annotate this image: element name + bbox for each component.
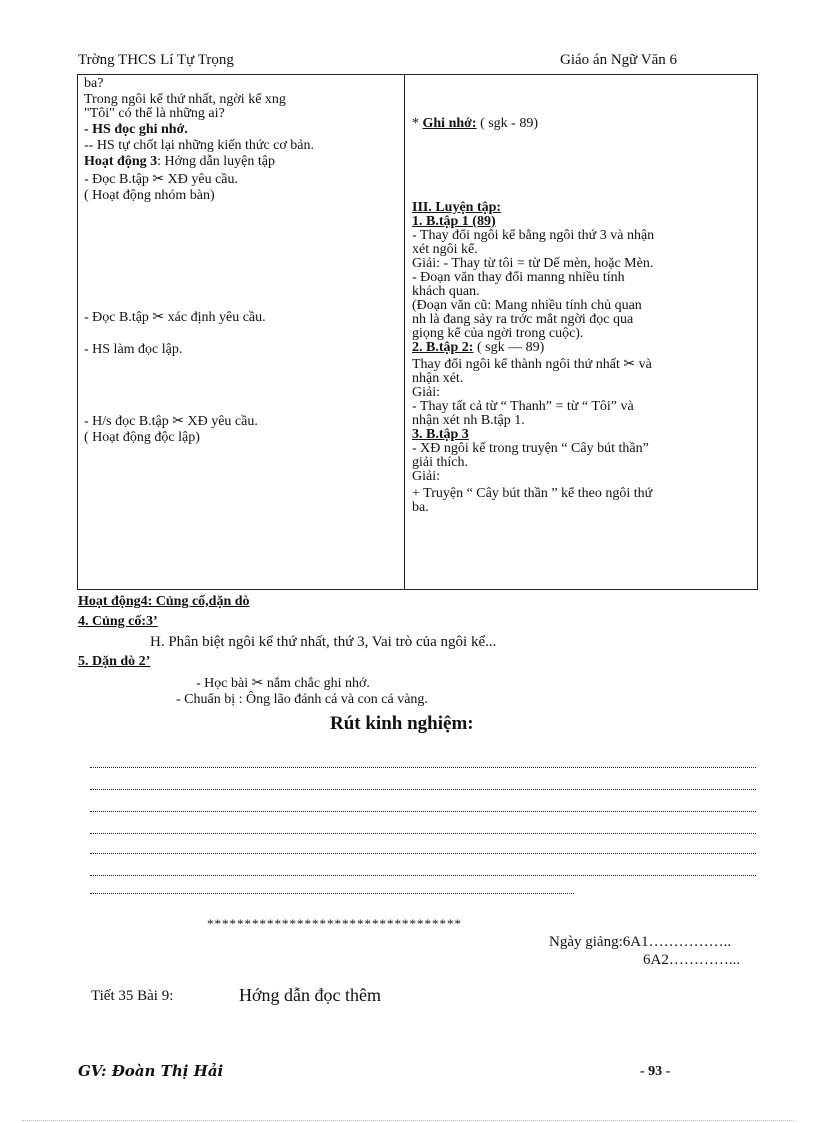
note-line-3	[90, 806, 756, 812]
teaching-date-6a2: 6A2…………...	[643, 952, 741, 968]
ghi-nho-label: Ghi nhớ:	[422, 116, 477, 131]
left-line-7: - Đọc B.tập ✂ XĐ yêu cầu.	[84, 172, 239, 187]
left-line-10: - HS làm đọc lập.	[84, 342, 183, 357]
left-line-12: ( Hoạt động độc lập)	[84, 430, 200, 445]
exercise-1-line-4: - Đoạn văn thay đổi manng nhiều tính	[412, 270, 625, 285]
exercise-2-line-2: nhận xét.	[412, 371, 464, 386]
lesson-table	[77, 74, 758, 590]
note-line-6	[90, 870, 756, 876]
left-line-5: -- HS tự chốt lại những kiến thức cơ bản.	[84, 138, 315, 153]
ghi-nho-line	[412, 117, 756, 131]
homework-line-2: - Chuẩn bị : Ông lão đánh cá và con cá vàng.	[176, 692, 428, 707]
exercise-2-line-5: nhận xét nh B.tập 1.	[412, 413, 525, 428]
separator-stars: **********************************	[207, 916, 462, 931]
practice-section	[412, 201, 756, 515]
activity-4-heading: Hoạt động4: Củng cố,dặn dò	[78, 594, 250, 609]
left-line-8: ( Hoạt động nhóm bàn)	[84, 188, 215, 203]
note-line-4	[90, 828, 756, 834]
exercise-3-line-1: - XĐ ngôi kể trong truyện “ Cây bút thần”	[412, 441, 649, 456]
exercise-1-line-1: - Thay đổi ngôi kể bằng ngôi thứ 3 và nhận	[412, 228, 655, 243]
exercise-2-line-1: Thay đổi ngôi kể thành ngôi thứ nhất ✂ và	[412, 357, 652, 372]
note-line-2	[90, 784, 756, 790]
exercise-1-line-3: Giải: - Thay từ tôi = từ Dế mèn, hoặc Mèn.	[412, 256, 654, 271]
activity-3-text: : Hớng dẫn luyện tập	[157, 154, 275, 169]
left-line-1: ba?	[84, 76, 104, 91]
exercise-2-heading	[412, 341, 756, 355]
activity-3-heading	[84, 155, 275, 169]
note-line-5	[90, 848, 756, 854]
exercise-1-label: 1. B.tập 1 (89)	[412, 214, 496, 229]
exercise-1-line-7: nh là đang sảy ra trớc mắt ngời đọc qua	[412, 312, 634, 327]
note-line-1	[90, 762, 756, 768]
page-number: - 93 -	[640, 1064, 671, 1079]
exercise-3-line-3: Giải:	[412, 469, 440, 484]
homework-heading: 5. Dặn dò 2’	[78, 654, 151, 669]
activity-3-label: Hoạt động 3	[84, 154, 158, 169]
left-line-3: "Tôi" có thể là những ai?	[84, 106, 225, 121]
exercise-1-line-2: xét ngôi kể.	[412, 242, 478, 257]
left-line-4: - HS đọc ghi nhớ.	[84, 122, 188, 137]
exercise-2-line-4: - Thay tất cả từ “ Thanh” = từ “ Tôi” và	[412, 399, 634, 414]
exercise-2-line-3: Giải:	[412, 385, 440, 400]
exercise-1-line-5: khách quan.	[412, 284, 480, 299]
teaching-date-6a1: Ngày giảng:6A1……………..	[549, 934, 732, 950]
exercise-3-line-2: giải thích.	[412, 455, 468, 470]
consolidation-heading: 4. Củng cố:3’	[78, 614, 158, 629]
lesson-title: Hớng dẫn đọc thêm	[239, 985, 381, 1005]
exercise-1-line-8: giọng kể của ngời trong cuộc).	[412, 326, 584, 341]
homework-line-1: - Học bài ✂ nắm chắc ghi nhớ.	[196, 676, 370, 691]
page-bottom-border	[22, 1120, 794, 1121]
exercise-1-line-6: (Đoạn văn cũ: Mang nhiều tính chủ quan	[412, 298, 642, 313]
column-divider	[404, 75, 405, 589]
ghi-nho-ref: ( sgk - 89)	[480, 116, 538, 131]
lesson-number: Tiết 35 Bài 9:	[91, 988, 174, 1004]
lessons-learned-title: Rút kinh nghiệm:	[330, 713, 474, 734]
exercise-3-line-4: + Truyện “ Cây bút thần ” kể theo ngôi thứ	[412, 486, 653, 501]
bullet-star: *	[412, 116, 419, 131]
teacher-name: GV: Đoàn Thị Hải	[78, 1062, 224, 1080]
exercise-3-line-5: ba.	[412, 500, 429, 515]
note-line-7	[90, 888, 574, 894]
left-line-11: - H/s đọc B.tập ✂ XĐ yêu cầu.	[84, 414, 258, 429]
consolidation-text: H. Phân biệt ngôi kể thứ nhất, thứ 3, Vai trò của ngôi kể...	[150, 634, 497, 650]
left-line-9: - Đọc B.tập ✂ xác định yêu cầu.	[84, 310, 266, 325]
exercise-2-ref: ( sgk — 89)	[476, 340, 545, 355]
left-line-2: Trong ngôi kể thứ nhất, ngời kể xng	[84, 92, 286, 107]
exercise-2-label: 2. B.tập 2:	[412, 340, 474, 355]
subject-title: Giáo án Ngữ Văn 6	[560, 52, 677, 68]
section-heading: III. Luyện tập:	[412, 200, 502, 215]
school-name: Trờng THCS Lí Tự Trọng	[78, 52, 234, 68]
exercise-3-label: 3. B.tập 3	[412, 427, 469, 442]
